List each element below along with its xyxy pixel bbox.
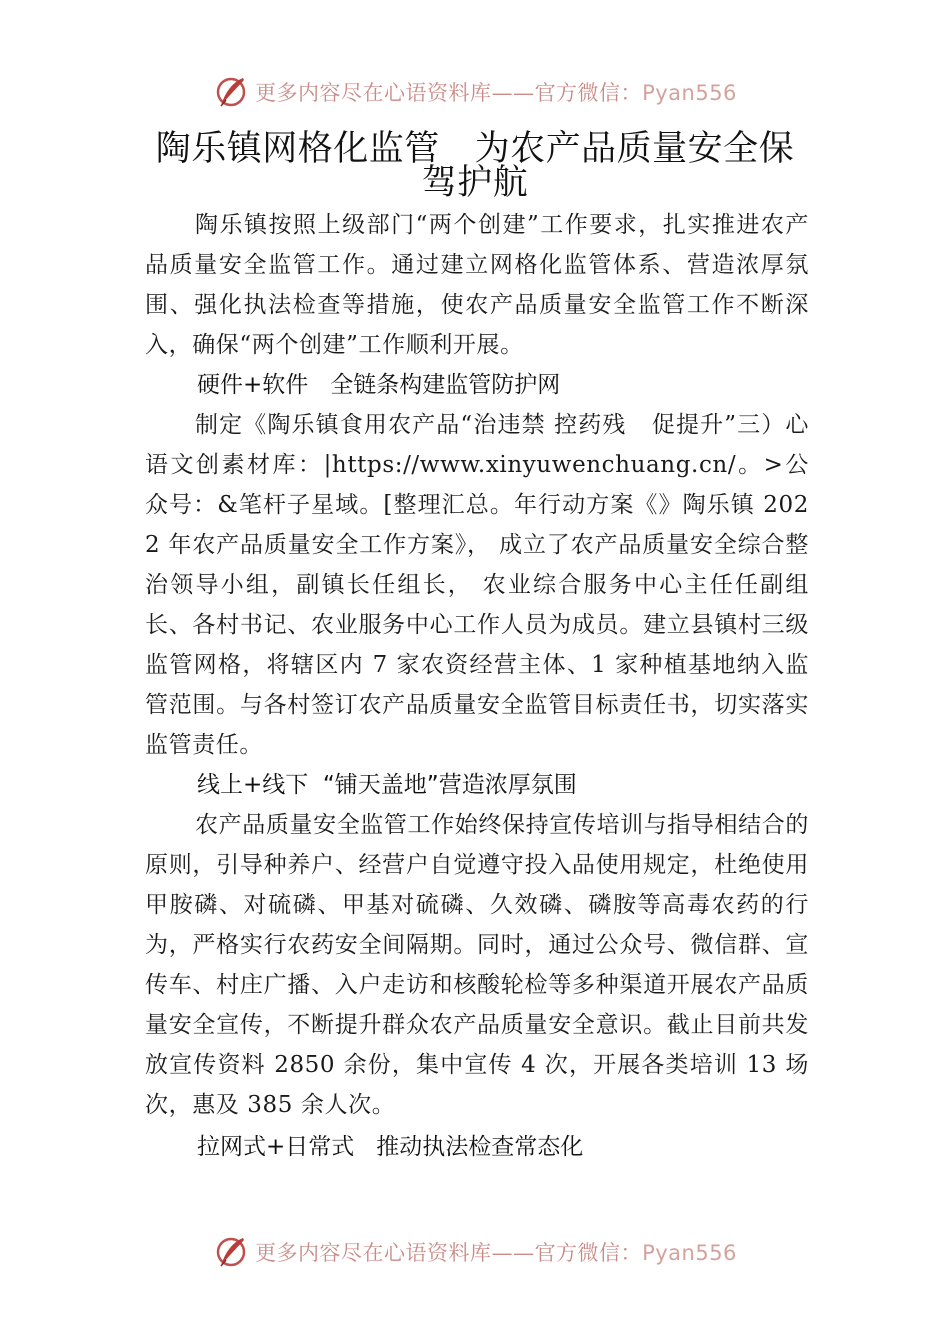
paragraph-section-1: 制定《陶乐镇食用农产品“治违禁 控药残 促提升”三）心语文创素材库：|https://www.xinyuwenchuang.cn/。>公众号：&笔杆子星域。[整理汇总。年行动方案《》陶乐镇 2022 年农产品质量安全工作方案》， 成立了农产品质量安全综合整治领导小组，副镇长任组长， 农业综合服务中心主任任副组长、各村书记、农业服务中心工作人员为成员。建立县镇村三级监管网格，将辖区内 7 家农资经营主体、1 家种植基地纳入监管范围。与各村签订农产品质量安全监管目标责任书，切实落实监管责任。 bbox=[145, 412, 809, 758]
title-line-2: 驾护航 bbox=[421, 163, 529, 203]
title-line-1: 陶乐镇网格化监管 为农产品质量安全保 bbox=[155, 129, 795, 169]
quill-pen-logo-icon bbox=[213, 1234, 249, 1270]
paragraph-section-2: 农产品质量安全监管工作始终保持宣传培训与指导相结合的原则，引导种养户、经营户自觉遵守投入品使用规定，杜绝使用甲胺磷、对硫磷、甲基对硫磷、久效磷、磷胺等高毒农药的行为，严格实行农药安全间隔期。同时，通过公众号、微信群、宣传车、村庄广播、入户走访和核酸轮检等多种渠道开展农产品质量安全宣传，不断提升群众农产品质量安全意识。截止目前共发放宣传资料 2850 余份，集中宣传 4 次，开展各类培训 13 场次，惠及 385 余人次。 bbox=[145, 812, 809, 1118]
footer-banner bbox=[0, 1232, 950, 1272]
quill-pen-logo-icon bbox=[213, 74, 249, 110]
wechat-id: Pyan556 bbox=[642, 1241, 737, 1265]
header-banner bbox=[0, 72, 950, 112]
section-heading-3: 拉网式+日常式 推动执法检查常态化 bbox=[197, 1134, 584, 1160]
paragraph-intro: 陶乐镇按照上级部门“两个创建”工作要求，扎实推进农产品质量安全监管工作。通过建立网格化监管体系、营造浓厚氛围、强化执法检查等措施，使农产品质量安全监管工作不断深入，确保“两个创建”工作顺利开展。 bbox=[145, 212, 809, 358]
section-heading-1: 硬件+软件 全链条构建监管防护网 bbox=[197, 372, 561, 398]
banner-text: 更多内容尽在心语资料库——官方微信：Pyan556 bbox=[255, 81, 737, 105]
banner-text: 更多内容尽在心语资料库——官方微信：Pyan556 bbox=[255, 1241, 737, 1265]
document-title bbox=[145, 129, 805, 203]
wechat-id: Pyan556 bbox=[642, 81, 737, 105]
section-heading-2: 线上+线下 “铺天盖地”营造浓厚氛围 bbox=[197, 772, 577, 798]
document-body bbox=[145, 205, 809, 1167]
